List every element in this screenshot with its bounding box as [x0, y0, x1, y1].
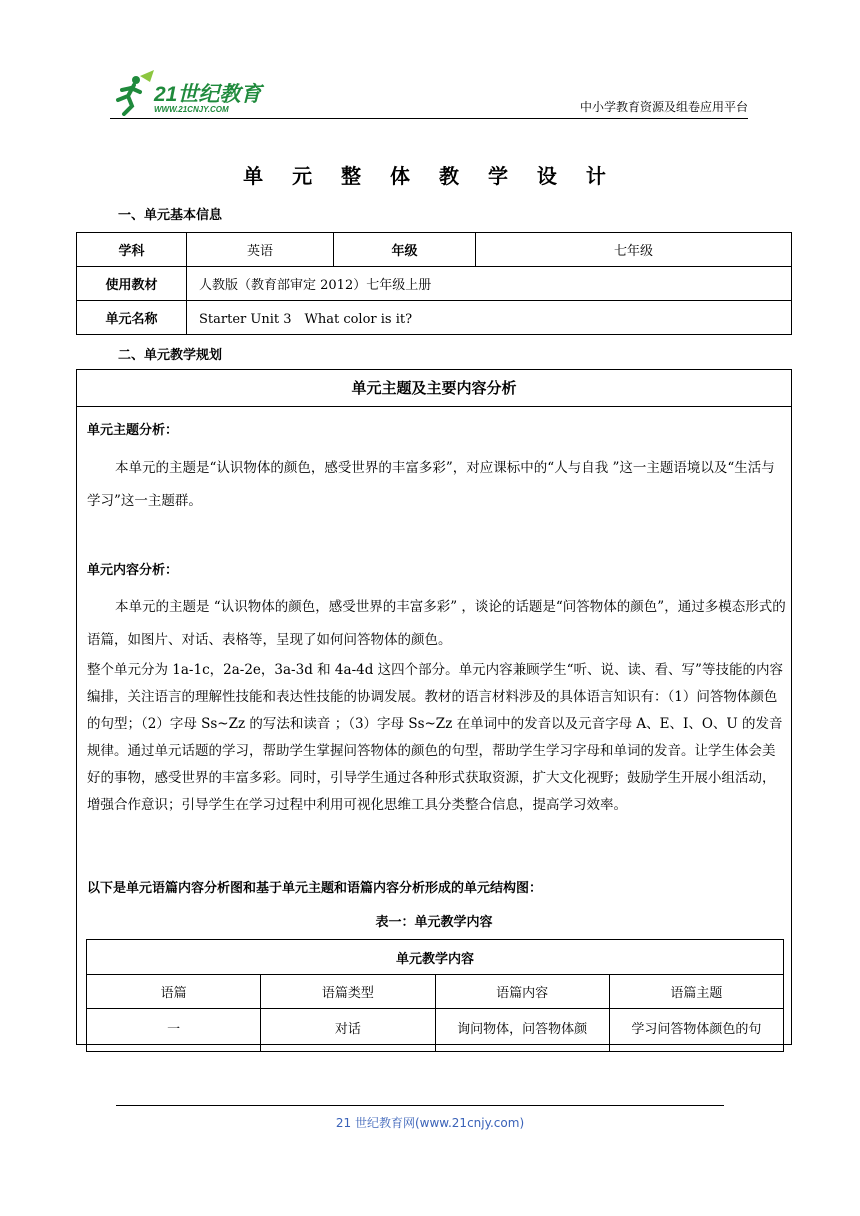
logo-text: 21世纪教育 [154, 83, 262, 106]
table-cell: 学习问答物体颜色的句 [609, 1009, 783, 1052]
column-header: 语篇 [87, 975, 261, 1009]
unit-name-value: Starter Unit 3 What color is it? [187, 301, 792, 335]
theme-analysis-heading: 单元主题分析： [87, 423, 179, 438]
content-analysis-text-2: 整个单元分为 1a-1c，2a-2e，3a-3d 和 4a-4d 这四个部分。单元内容兼顾学生“听、说、读、看、写”等技能的内容编排，关注语言的理解性技能和表达性技能的协调发展。教材的语言材料涉及的具体语言知识有：（1）问答物体颜色的句型；（2）字母 Ss~Zz 的写法和读音 ；（3）字母 Ss~Zz 在单词中的发音以及元音字母 A、E、I、O、U 的发音规律。通过单元话题的学习，帮助学生掌握问答物体的颜色的句型，帮助学生学习字母和单词的发音。让学生体会美好的事物，感受世界的丰富多彩。同时，引导学生通过各种形式获取资源，扩大文化视野；鼓励学生开展小组活动，增强合作意识；引导学生在学习过程中利用可视化思维工具分类整合信息，提高学习效率。 [87, 662, 783, 813]
column-header: 语篇内容 [435, 975, 609, 1009]
content-analysis-text-1: 本单元的主题是 “认识物体的颜色，感受世界的丰富多彩” ，谈论的话题是“问答物体的颜色”，通过多模态形式的语篇，如图片、对话、表格等，呈现了如何问答物体的颜色。 [87, 599, 786, 648]
teaching-content-table [86, 939, 784, 1052]
subject-label: 学科 [77, 233, 187, 267]
table-row [77, 267, 792, 301]
basic-info-table [76, 232, 792, 335]
textbook-label: 使用教材 [77, 267, 187, 301]
theme-analysis-text: 本单元的主题是“认识物体的颜色，感受世界的丰富多彩”，对应课标中的“人与自我 ”这一主题语境以及“生活与学习”这一主题群。 [87, 460, 775, 509]
unit-name-label: 单元名称 [77, 301, 187, 335]
page-header [110, 68, 748, 120]
panel-heading: 单元主题及主要内容分析 [77, 370, 791, 407]
textbook-value: 人教版（教育部审定 2012）七年级上册 [187, 267, 792, 301]
table-row [87, 1009, 784, 1052]
table-row [87, 940, 784, 975]
subject-value: 英语 [187, 233, 334, 267]
running-man-icon [110, 70, 154, 116]
grade-value: 七年级 [476, 233, 792, 267]
table-row [77, 233, 792, 267]
table-caption: 表一：单元教学内容 [375, 915, 493, 930]
intro-line: 以下是单元语篇内容分析图和基于单元主题和语篇内容分析形成的单元结构图： [87, 881, 543, 896]
header-platform-text: 中小学教育资源及组卷应用平台 [579, 100, 748, 114]
section-basic-info-heading: 一、单元基本信息 [118, 208, 223, 223]
logo-url: WWW.21CNJY.COM [154, 105, 229, 114]
page-title: 单 元 整 体 教 学 设 计 [243, 164, 617, 188]
column-header: 语篇类型 [261, 975, 435, 1009]
table-cell: 询问物体，问答物体颜 [435, 1009, 609, 1052]
table-cell: 对话 [261, 1009, 435, 1052]
table-cell: 一 [87, 1009, 261, 1052]
table-row [77, 301, 792, 335]
content-analysis-heading: 单元内容分析： [87, 563, 179, 578]
table-title: 单元教学内容 [87, 940, 784, 975]
footer-divider [116, 1105, 724, 1106]
site-logo[interactable] [110, 70, 280, 118]
unit-analysis-panel [76, 369, 792, 1045]
table-header-row [87, 975, 784, 1009]
column-header: 语篇主题 [609, 975, 783, 1009]
grade-label: 年级 [334, 233, 476, 267]
header-divider [110, 118, 748, 119]
section-planning-heading: 二、单元教学规划 [118, 348, 223, 363]
footer-link[interactable]: 21 世纪教育网(www.21cnjy.com) [335, 1116, 525, 1130]
